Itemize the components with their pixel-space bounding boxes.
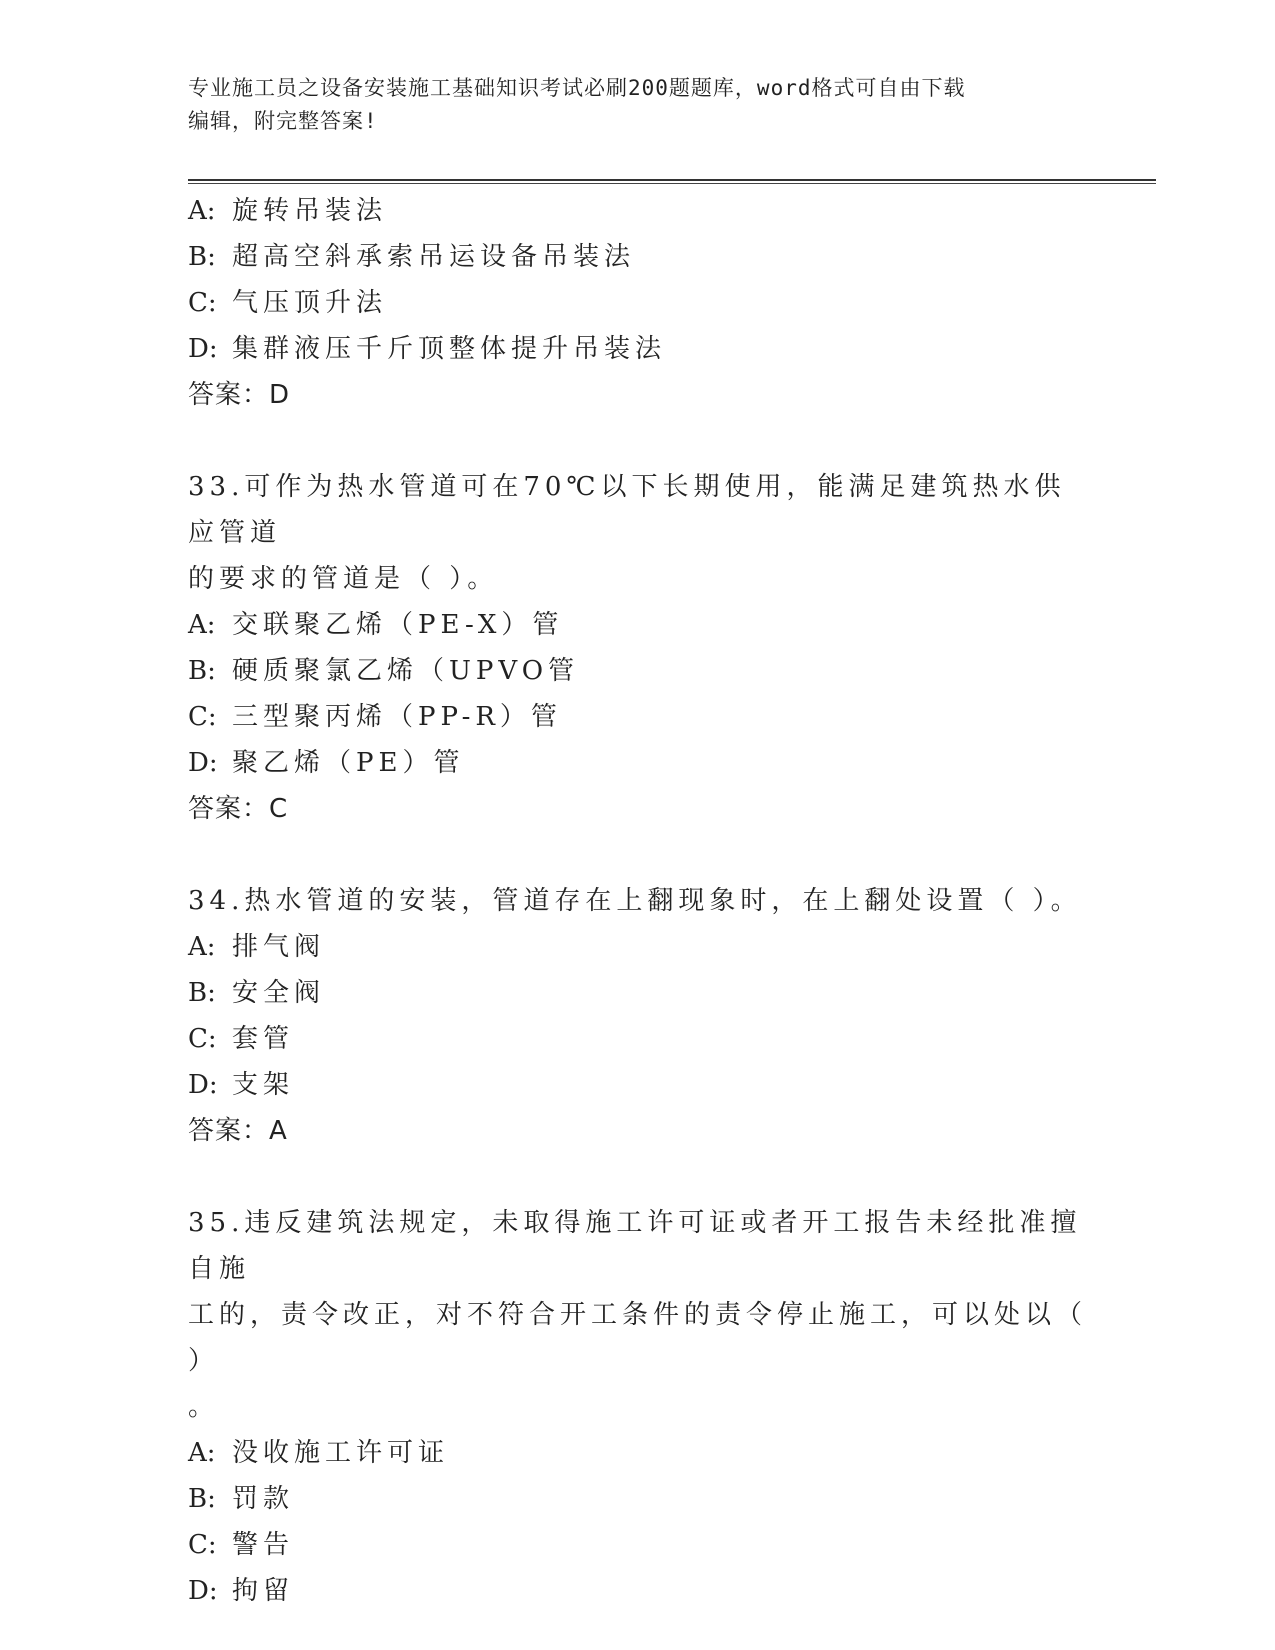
question-text-line: 的要求的管道是（ ）。 <box>188 564 499 594</box>
question-text-line: 。 <box>188 1392 220 1422</box>
option-text: 聚乙烯（PE）管 <box>232 748 465 778</box>
option-text: 旋转吊装法 <box>232 196 388 226</box>
answer-line: 答案：C <box>188 794 289 824</box>
option-letter: B: <box>188 978 216 1008</box>
header-title-line-1: 专业施工员之设备安装施工基础知识考试必刷200题题库，word格式可自由下载 <box>188 76 966 100</box>
option-letter: A: <box>188 610 216 640</box>
question-text-line: 34.热水管道的安装，管道存在上翻现象时，在上翻处设置（ ）。 <box>188 886 1082 916</box>
option-letter: C: <box>188 288 217 318</box>
question-34-block <box>188 878 1088 1154</box>
question-33-stem <box>188 464 1088 602</box>
option-c <box>188 280 1088 326</box>
option-a <box>188 602 1088 648</box>
question-text-line: 工的，责令改正，对不符合开工条件的责令停止施工，可以处以（ ） <box>188 1300 1088 1376</box>
option-b <box>188 234 1088 280</box>
option-letter: B: <box>188 242 216 272</box>
option-text: 交联聚乙烯（PE-X）管 <box>232 610 564 640</box>
option-c <box>188 1522 1088 1568</box>
option-text: 没收施工许可证 <box>232 1438 450 1468</box>
option-letter: A: <box>188 1438 216 1468</box>
option-letter: D: <box>188 748 218 778</box>
option-letter: A: <box>188 196 216 226</box>
option-letter: D: <box>188 334 218 364</box>
option-text: 超高空斜承索吊运设备吊装法 <box>232 242 636 272</box>
option-a <box>188 1430 1088 1476</box>
option-d <box>188 1568 1088 1614</box>
question-text-line: 35.违反建筑法规定，未取得施工许可证或者开工报告未经批准擅自施 <box>188 1208 1082 1284</box>
option-text: 硬质聚氯乙烯（UPVO管 <box>232 656 580 686</box>
header-title-line-2: 编辑，附完整答案! <box>188 109 378 133</box>
option-text: 集群液压千斤顶整体提升吊装法 <box>232 334 667 364</box>
option-text: 警告 <box>232 1530 295 1560</box>
option-d <box>188 1062 1088 1108</box>
option-text: 气压顶升法 <box>232 288 388 318</box>
option-text: 罚款 <box>232 1484 295 1514</box>
option-text: 三型聚丙烯（PP-R）管 <box>232 702 562 732</box>
option-letter: D: <box>188 1070 218 1100</box>
question-33-block <box>188 464 1088 832</box>
option-letter: C: <box>188 702 217 732</box>
question-list <box>188 188 1088 1614</box>
option-d <box>188 740 1088 786</box>
question-34-stem <box>188 878 1088 924</box>
option-a <box>188 188 1088 234</box>
question-35-stem <box>188 1200 1088 1430</box>
option-letter: B: <box>188 1484 216 1514</box>
question-35-block <box>188 1200 1088 1614</box>
option-b <box>188 648 1088 694</box>
option-a <box>188 924 1088 970</box>
option-text: 拘留 <box>232 1576 295 1606</box>
option-c <box>188 694 1088 740</box>
question-text-line: 33.可作为热水管道可在70℃以下长期使用，能满足建筑热水供应管道 <box>188 472 1066 548</box>
question-32-block <box>188 188 1088 418</box>
option-text: 排气阀 <box>232 932 326 962</box>
header-divider-thin <box>188 183 1156 184</box>
page-header <box>188 72 1088 138</box>
option-c <box>188 1016 1088 1062</box>
option-b <box>188 1476 1088 1522</box>
option-letter: A: <box>188 932 216 962</box>
option-d <box>188 326 1088 372</box>
answer-line: 答案：D <box>188 380 291 410</box>
option-letter: C: <box>188 1024 217 1054</box>
option-letter: B: <box>188 656 216 686</box>
option-text: 支架 <box>232 1070 295 1100</box>
option-text: 套管 <box>232 1024 295 1054</box>
option-letter: C: <box>188 1530 217 1560</box>
answer-line: 答案：A <box>188 1116 288 1146</box>
option-text: 安全阀 <box>232 978 326 1008</box>
option-letter: D: <box>188 1576 218 1606</box>
header-divider-thick <box>188 179 1156 181</box>
option-b <box>188 970 1088 1016</box>
